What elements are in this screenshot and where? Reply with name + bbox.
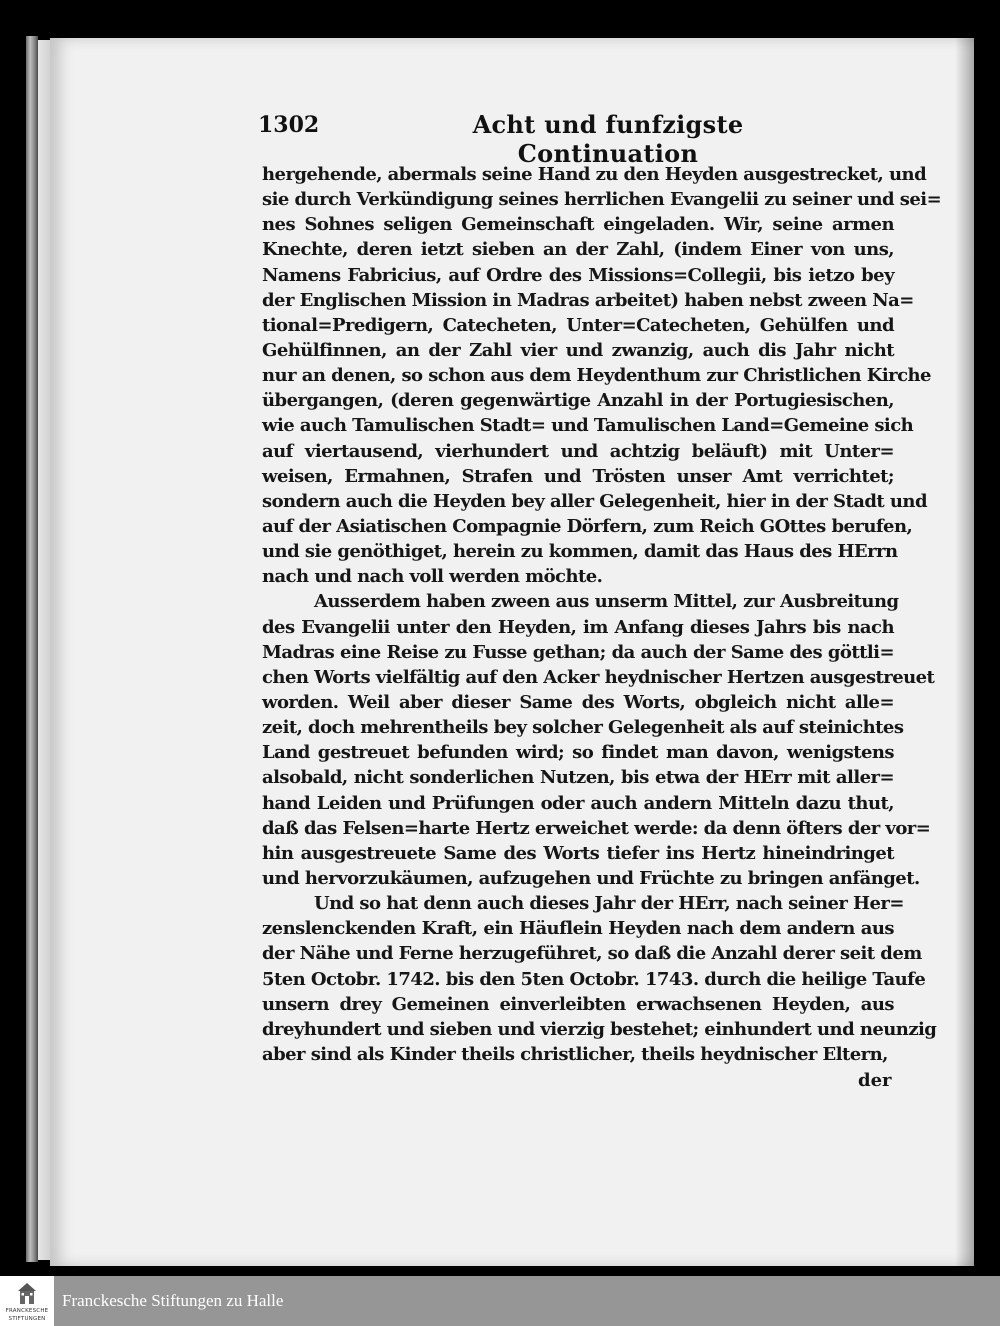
text-line: weisen, Ermahnen, Strafen und Trösten unser Amt verrichtet;	[262, 465, 894, 487]
text-line: tional=Predigern, Catecheten, Unter=Catecheten, Gehülfen und	[262, 314, 894, 336]
page-number: 1302	[258, 112, 320, 138]
text-line: nach und nach voll werden möchte.	[262, 566, 603, 588]
body-text	[262, 162, 942, 1067]
text-line: und hervorzukäumen, aufzugehen und Früchte zu bringen anfänget.	[262, 867, 920, 889]
text-line: der Englischen Mission in Madras arbeitet) haben nebst zween Na=	[262, 289, 914, 311]
text-line: Gehülfinnen, an der Zahl vier und zwanzig, auch dis Jahr nicht	[262, 339, 894, 361]
text-line: aber sind als Kinder theils christlicher, theils heydnischer Eltern,	[262, 1043, 888, 1065]
text-line: Madras eine Reise zu Fusse gethan; da auch der Same des göttli=	[262, 641, 894, 663]
text-line: chen Worts vielfältig auf den Acker heydnischer Hertzen ausgestreuet	[262, 666, 935, 688]
text-line: unsern drey Gemeinen einverleibten erwachsenen Heyden, aus	[262, 993, 894, 1015]
logo-text-line2: STIFTUNGEN	[8, 1316, 46, 1322]
catchword: der	[858, 1070, 892, 1091]
text-line: Land gestreuet befunden wird; so findet man davon, wenigstens	[262, 742, 894, 764]
book-spine-edge	[26, 36, 38, 1262]
text-line: des Evangelii unter den Heyden, im Anfang dieses Jahrs bis nach	[262, 616, 894, 638]
institution-logo[interactable]	[0, 1276, 54, 1326]
text-line: übergangen, (deren gegenwärtige Anzahl in der Portugiesischen,	[262, 390, 894, 412]
text-line: daß das Felsen=harte Hertz erweichet werde: da denn öfters der vor=	[262, 817, 931, 839]
text-line: zeit, doch mehrentheils bey solcher Gelegenheit als auf steinichtes	[262, 717, 904, 739]
page-header	[258, 108, 898, 168]
footer-bar	[0, 1276, 1000, 1326]
text-line: Ausserdem haben zween aus unserm Mittel, zur Ausbreitung	[314, 591, 899, 613]
text-line: Und so hat denn auch dieses Jahr der HErr, nach seiner Her=	[314, 893, 904, 915]
text-line: alsobald, nicht sonderlichen Nutzen, bis etwa der HErr mit aller=	[262, 767, 894, 789]
text-line: zenslenckenden Kraft, ein Häuflein Heyden nach dem andern aus	[262, 918, 894, 940]
text-line: nes Sohnes seligen Gemeinschaft eingeladen. Wir, seine armen	[262, 214, 894, 236]
text-line: sondern auch die Heyden bey aller Gelegenheit, hier in der Stadt und	[262, 490, 927, 512]
text-line: worden. Weil aber dieser Same des Worts, obgleich nicht alle=	[262, 691, 894, 713]
text-line: dreyhundert und sieben und vierzig bestehet; einhundert und neunzig	[262, 1018, 937, 1040]
text-line: Knechte, deren ietzt sieben an der Zahl, (indem Einer von uns,	[262, 239, 894, 261]
text-line: und sie genöthiget, herein zu kommen, damit das Haus des HErrn	[262, 541, 898, 563]
page-shadow	[955, 38, 977, 1266]
text-line: Namens Fabricius, auf Ordre des Missions=Collegii, bis ietzo bey	[262, 264, 894, 286]
text-line: auf viertausend, vierhundert und achtzig beläuft) mit Unter=	[262, 440, 894, 462]
text-line: der Nähe und Ferne herzugeführet, so daß die Anzahl derer seit dem	[262, 943, 922, 965]
text-line: hin ausgestreuete Same des Worts tiefer ins Hertz hineindringet	[262, 842, 894, 864]
text-line: hand Leiden und Prüfungen oder auch andern Mitteln dazu thut,	[262, 792, 894, 814]
text-line: sie durch Verkündigung seines herrlichen Evangelii zu seiner und sei=	[262, 189, 942, 211]
text-line: nur an denen, so schon aus dem Heydenthum zur Christlichen Kirche	[262, 365, 931, 387]
institution-name: Franckesche Stiftungen zu Halle	[62, 1291, 284, 1310]
text-line: auf der Asiatischen Compagnie Dörfern, zum Reich GOttes berufen,	[262, 515, 913, 537]
logo-text-line1: FRANCKESCHE	[5, 1308, 49, 1314]
text-line: hergehende, abermals seine Hand zu den Heyden ausgestrecket, und	[262, 164, 927, 185]
running-title: Acht und funfzigste Continuation	[472, 110, 744, 168]
text-line: wie auch Tamulischen Stadt= und Tamulischen Land=Gemeine sich	[262, 415, 914, 437]
text-line: 5ten Octobr. 1742. bis den 5ten Octobr. 1743. durch die heilige Taufe	[262, 968, 926, 990]
orphanage-building-icon	[17, 1282, 37, 1306]
